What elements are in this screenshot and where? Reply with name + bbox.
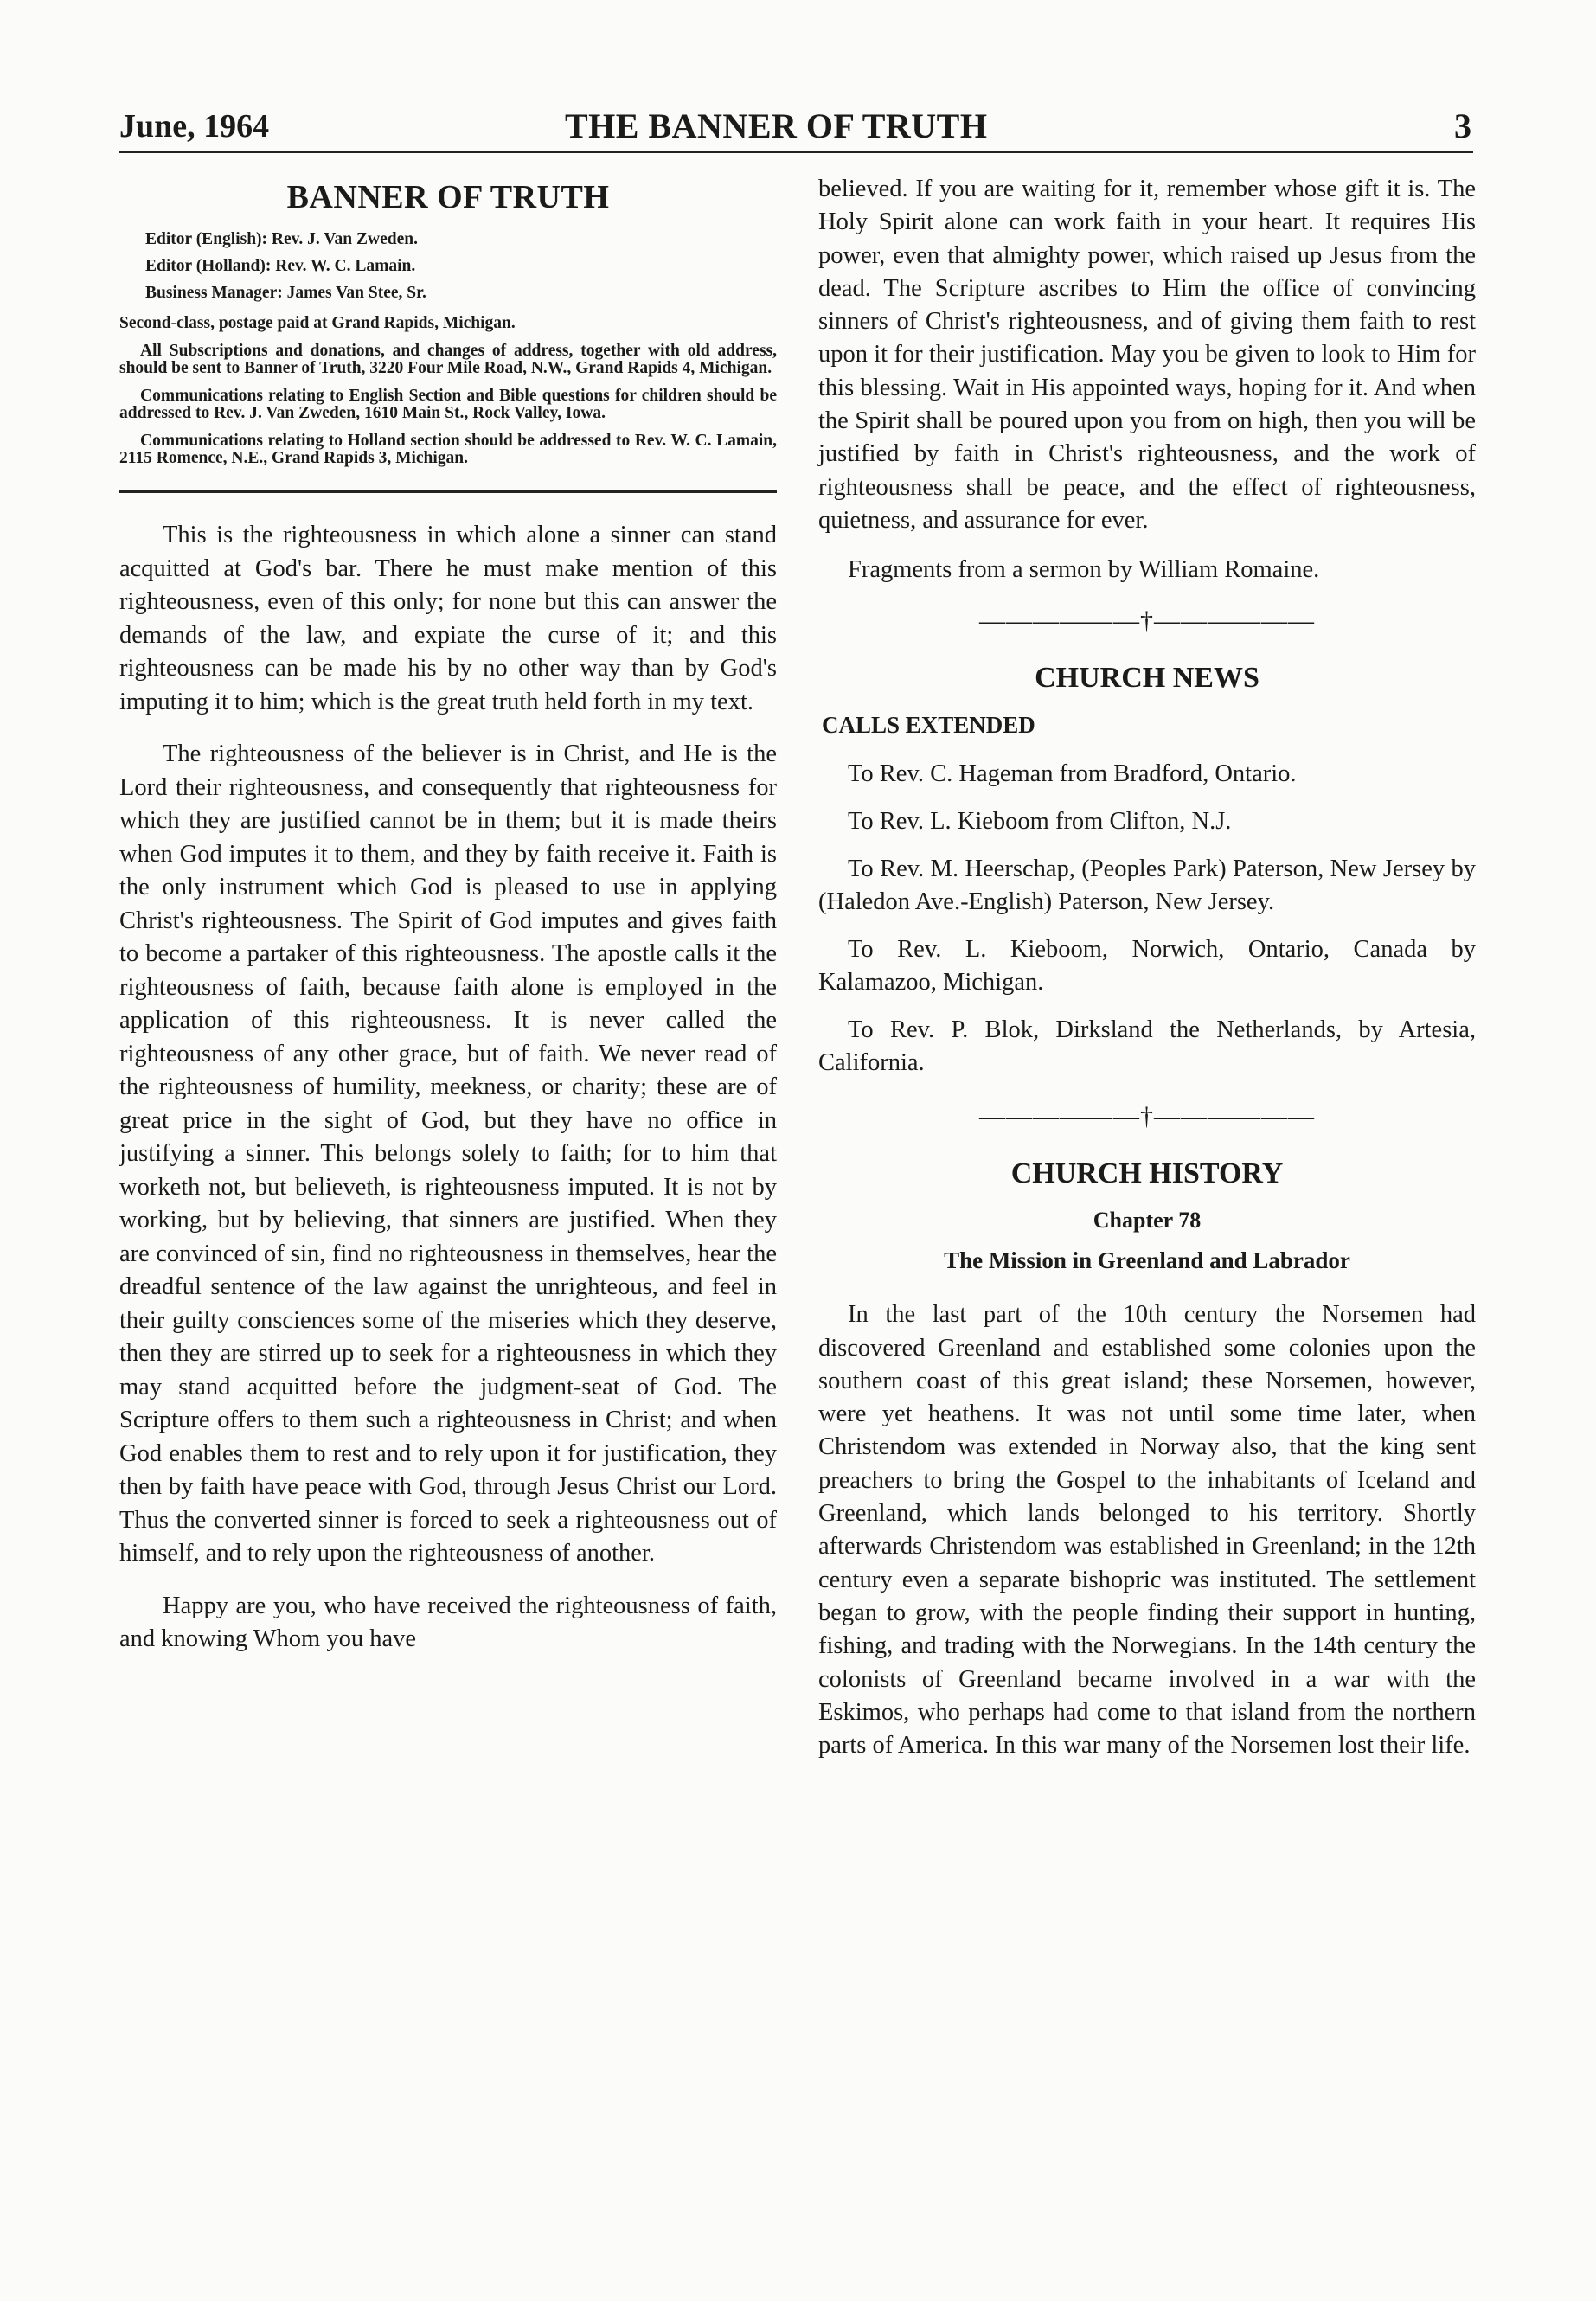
editor-holland: Editor (Holland): Rev. W. C. Lamain. — [145, 257, 416, 275]
masthead — [119, 178, 777, 493]
postage-notice: Second-class, postage paid at Grand Rapids, Michigan. — [119, 314, 516, 332]
history-paragraph: In the last part of the 10th century the Norsemen had discovered Greenland and established some colonies upon the southern coast of this great island; these Norsemen, however, were yet heathens. It was not until some time later, when Christendom was extended in Norway also, that the king sent preachers to bring the Gospel to the inhabitants of Iceland and Greenland, which lands belonged to his territory. Shortly afterwards Christendom was established in Greenland; in the 12th century even a separate bishopric was instituted. The settlement began to grow, with the people finding their support in hunting, fishing, and trading with the Norwegians. In the 14th century the colonists of Greenland became involved in a war with the Eskimos, who perhaps had come to that island from the northern parts of America. In this war many of the Norsemen lost their life. — [818, 1301, 1476, 1759]
subscriptions-notice: All Subscriptions and donations, and changes of address, together with old address, should be sent to Banner of Truth, 3220 Four Mile Road, N.W., Grand Rapids 4, Michigan. — [119, 342, 777, 377]
masthead-title: BANNER OF TRUTH — [286, 179, 610, 215]
call-item: To Rev. L. Kieboom, Norwich, Ontario, Canada by Kalamazoo, Michigan. — [818, 936, 1476, 997]
church-history-section — [818, 1157, 1476, 1762]
page-header — [119, 102, 1473, 153]
issue-date: June, 1964 — [119, 108, 270, 144]
business-manager: Business Manager: James Van Stee, Sr. — [145, 284, 426, 302]
sermon-paragraph: This is the righteousness in which alone a sinner can stand acquitted at God's bar. There he must make mention of this righteousness, even of this only; for none but this can answer the demands of the law, and expiate the curse of it; and this righteousness can be made his by no other way than by God's imputing it to him; which is the great truth held forth in my text. — [119, 522, 777, 715]
sermon-attribution: Fragments from a sermon by William Romaine. — [848, 556, 1320, 584]
masthead-divider — [119, 490, 777, 493]
sermon-article — [119, 519, 777, 1657]
call-item: To Rev. C. Hageman from Bradford, Ontario. — [848, 760, 1297, 788]
church-history-heading: CHURCH HISTORY — [1010, 1157, 1284, 1190]
call-item: To Rev. L. Kieboom from Clifton, N.J. — [848, 808, 1232, 836]
publication-title: THE BANNER OF TRUTH — [565, 106, 988, 145]
calls-extended-heading: CALLS EXTENDED — [822, 712, 1035, 739]
church-news-heading: CHURCH NEWS — [1035, 662, 1259, 695]
section-separator: ——————†—————— — [979, 1102, 1315, 1131]
page-number: 3 — [1454, 106, 1471, 145]
call-item: To Rev. M. Heerschap, (Peoples Park) Paterson, New Jersey by (Haledon Ave.-English) Paterson, New Jersey. — [818, 856, 1476, 916]
call-item: To Rev. P. Blok, Dirksland the Netherlands, by Artesia, California. — [818, 1016, 1476, 1077]
chapter-title: The Mission in Greenland and Labrador — [944, 1247, 1350, 1274]
english-communications-notice: Communications relating to English Section and Bible questions for children should be addressed to Rev. J. Van Zweden, 1610 Main St., Rock Valley, Iowa. — [119, 387, 777, 422]
right-column — [818, 173, 1476, 1781]
holland-communications-notice: Communications relating to Holland section should be addressed to Rev. W. C. Lamain, 2115 Romence, N.E., Grand Rapids 3, Michigan. — [119, 432, 777, 467]
chapter-number: Chapter 78 — [1093, 1208, 1202, 1234]
section-separator: ——————†—————— — [979, 606, 1315, 636]
left-column — [119, 173, 777, 1676]
sermon-paragraph: Happy are you, who have received the righteousness of faith, and knowing Whom you have — [119, 1592, 777, 1652]
sermon-paragraph: The righteousness of the believer is in Christ, and He is the Lord their righteousness, and consequently that righteousness for which they are justified cannot be in them; but it is made theirs when God imputes it to them, and they by faith receive it. Faith is the only instrument which God is pleased to use in applying Christ's righteousness. The Spirit of God imputes and gives faith to become a partaker of this righteousness. The apostle calls it the righteousness of faith, because faith alone is employed in the application of this righteousness. It is never called the righteousness of any other grace, but of faith. We never read of the righteousness of humility, meekness, or charity; these are of great price in the sight of God, but they have no office in justifying a sinner. This belongs solely to faith; for to him that worketh not, but believeth, is righteousness imputed. It is not by working, but by believing, that sinners are justified. When they are convinced of sin, find no righteousness in themselves, hear the dreadful sentence of the law against the unrighteous, and feel in their guilty consciences some of the miseries which they deserve, then they are stirred up to seek for a righteousness in which they may stand acquitted before the judgment-seat of God. The Scripture offers to them such a righteousness in Christ; and when God enables them to rest and to rely upon it for justification, they then by faith have peace with God, through Jesus Christ our Lord. Thus the converted sinner is forced to seek a righteousness out of himself, and to rely upon the righteousness of another. — [119, 740, 777, 1567]
church-news-section — [818, 662, 1476, 1080]
editor-english: Editor (English): Rev. J. Van Zweden. — [145, 230, 418, 248]
sermon-continuation: believed. If you are waiting for it, remember whose gift it is. The Holy Spirit alone can work faith in your heart. It requires His power, even that almighty power, which raised up Jesus from the dead. The Scripture ascribes to Him the office of convincing sinners of Christ's righteousness, and of giving them faith to rest upon it for their justification. May you be given to look to Him for this blessing. Wait in His appointed ways, hoping for it. And when the Spirit shall be poured upon you from on high, then you will be justified by faith in Christ's righteousness, and the work of righteousness shall be peace, and the effect of righteousness, quietness, and assurance for ever. — [818, 176, 1476, 534]
